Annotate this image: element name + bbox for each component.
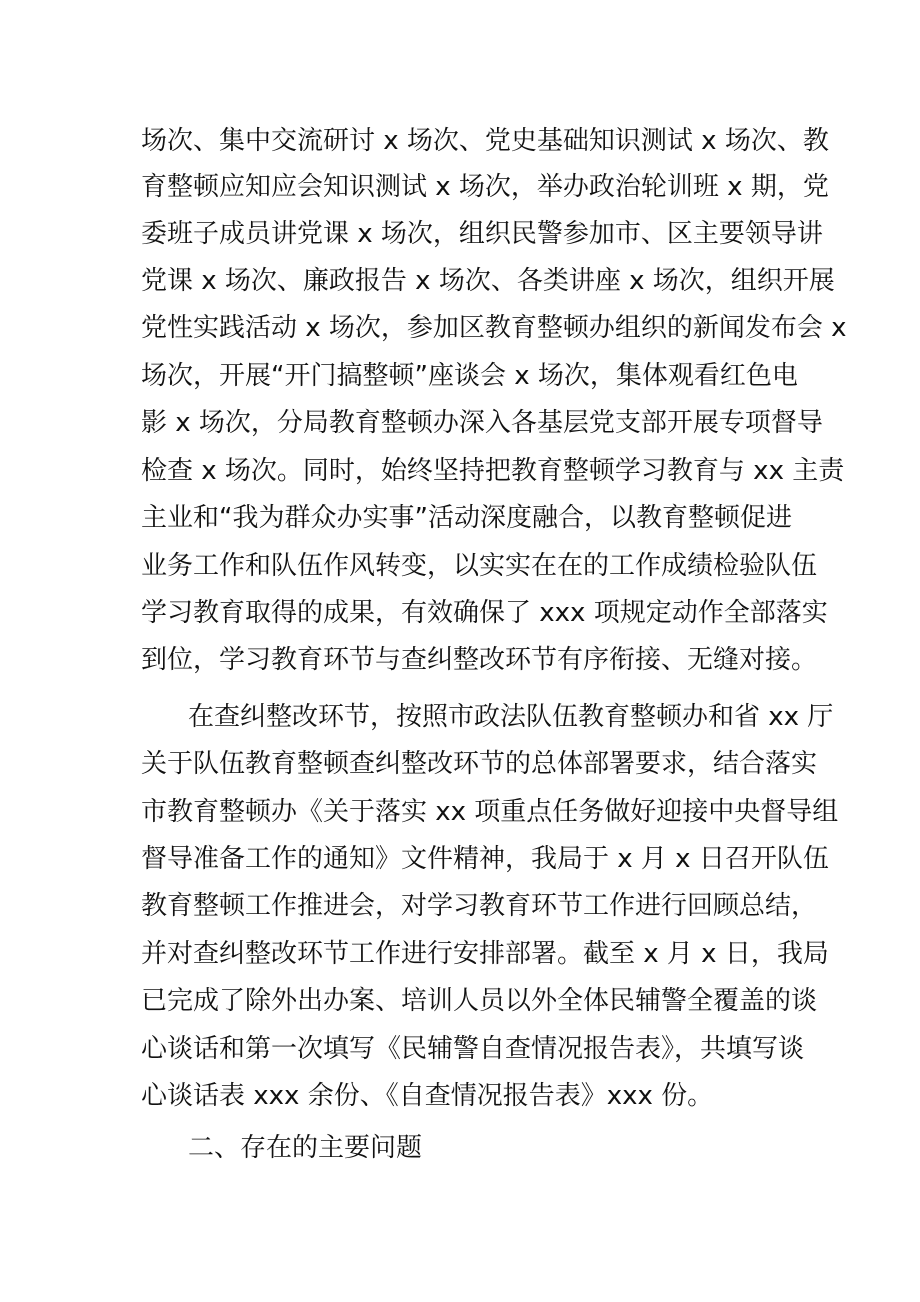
paragraph-1-line-2: 育整顿应知应会知识测试 x 场次，举办政治轮训班 x 期，党 [141,172,829,202]
paragraph-2-line-1: 在查纠整改环节，按照市政法队伍教育整顿办和省 xx 厅 [188,702,834,732]
paragraph-2-line-4: 督导准备工作的通知》文件精神，我局于 x 月 x 日召开队伍 [141,844,829,874]
paragraph-1-line-3: 委班子成员讲党课 x 场次，组织民警参加市、区主要领导讲 [141,219,823,249]
paragraph-1-line-11: 学习教育取得的成果，有效确保了 xxx 项规定动作全部落实 [141,598,828,628]
paragraph-2-line-3: 市教育整顿办《关于落实 xx 项重点任务做好迎接中央督导组 [141,797,839,827]
paragraph-2-line-7: 已完成了除外出办案、培训人员以外全体民辅警全覆盖的谈 [141,986,818,1016]
paragraph-1-line-6: 场次，开展“开门搞整顿”座谈会 x 场次，集体观看红色电 [141,361,798,391]
paragraph-1-line-7: 影 x 场次，分局教育整顿办深入各基层党支部开展专项督导 [141,408,823,438]
paragraph-1-line-4: 党课 x 场次、廉政报告 x 场次、各类讲座 x 场次，组织开展 [141,266,835,296]
paragraph-2-line-2: 关于队伍教育整顿查纠整改环节的总体部署要求，结合落实 [141,749,818,779]
paragraph-2-line-5: 教育整顿工作推进会，对学习教育环节工作进行回顾总结， [141,891,818,921]
paragraph-1-line-1: 场次、集中交流研讨 x 场次、党史基础知识测试 x 场次、教 [141,126,829,156]
paragraph-1-line-5: 党性实践活动 x 场次，参加区教育整顿办组织的新闻发布会 x [141,313,847,343]
paragraph-2-line-9: 心谈话表 xxx 余份、《自查情况报告表》xxx 份。 [141,1081,714,1111]
paragraph-2-line-8: 心谈话和第一次填写《民辅警自查情况报告表》，共填写谈 [141,1034,805,1064]
paragraph-2-line-6: 并对查纠整改环节工作进行安排部署。截至 x 月 x 日，我局 [141,939,829,969]
section-heading: 二、存在的主要问题 [188,1133,423,1163]
paragraph-1-line-10: 业务工作和队伍作风转变，以实实在在的工作成绩检验队伍 [141,551,818,581]
paragraph-1-line-8: 检查 x 场次。同时，始终坚持把教育整顿学习教育与 xx 主责 [141,456,845,486]
paragraph-1-line-9: 主业和“我为群众办实事”活动深度融合，以教育整顿促进 [141,503,792,533]
paragraph-1-line-12: 到位，学习教育环节与查纠整改环节有序衔接、无缝对接。 [141,645,818,675]
